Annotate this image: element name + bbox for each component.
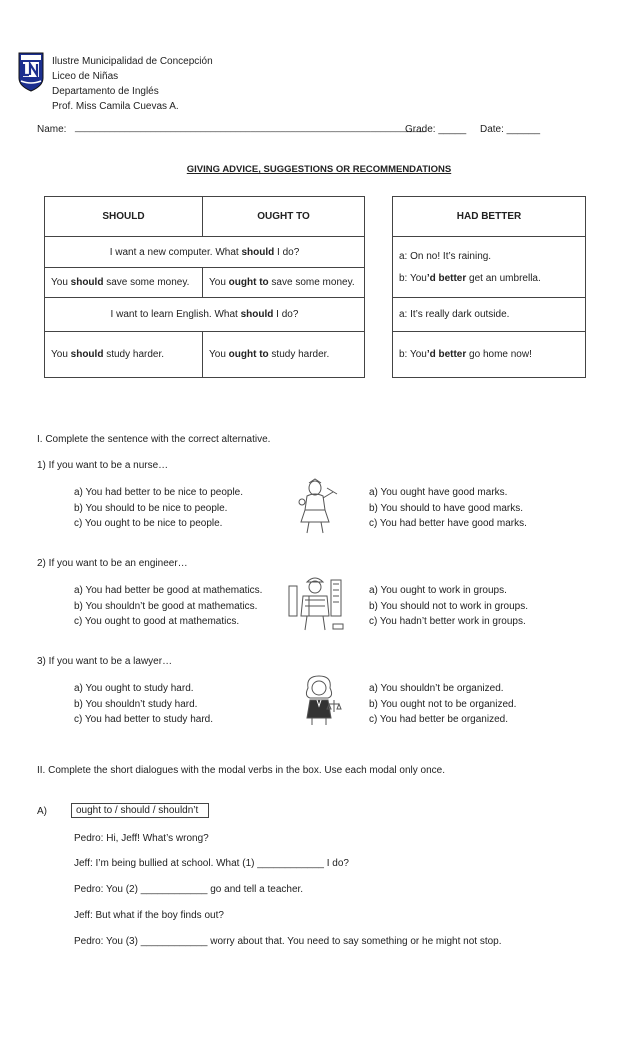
had-better-rain: a: On no! It’s raining. b: You’d better get an umbrella. xyxy=(393,237,586,298)
answer-ought-money: You ought to save some money. xyxy=(203,268,365,298)
lawyer-illustration xyxy=(298,674,344,726)
nurse-illustration xyxy=(293,478,341,534)
dialogue-line: Jeff: But what if the boy finds out? xyxy=(74,910,224,921)
had-better-dark: a: It’s really dark outside. xyxy=(393,298,586,332)
dialogue-line[interactable]: Jeff: I’m being bullied at school. What (1) ____________ I do? xyxy=(74,858,349,869)
engineer-illustration xyxy=(287,572,345,632)
header-ought-to: OUGHT TO xyxy=(203,197,365,237)
header-municipality: Ilustre Municipalidad de Concepción xyxy=(52,56,213,67)
dialogue-line: Pedro: Hi, Jeff! What’s wrong? xyxy=(74,833,209,844)
q3-option-left[interactable]: a) You ought to study hard. xyxy=(74,683,194,694)
q1-option-left[interactable]: c) You ought to be nice to people. xyxy=(74,518,223,529)
school-logo xyxy=(18,52,44,92)
answer-ought-study: You ought to study harder. xyxy=(203,332,365,378)
question-3-prompt: 3) If you want to be a lawyer… xyxy=(37,656,173,667)
grade-field[interactable]: Grade: _____ xyxy=(405,124,467,135)
question-computer: I want a new computer. What should I do? xyxy=(45,237,365,268)
modal-verbs-box: ought to / should / shouldn’t xyxy=(71,803,209,818)
q2-option-left[interactable]: c) You ought to good at mathematics. xyxy=(74,616,240,627)
q2-option-right[interactable]: b) You should not to work in groups. xyxy=(369,600,528,612)
q3-option-right[interactable]: c) You had better be organized. xyxy=(369,714,508,725)
dialogue-line[interactable]: Pedro: You (3) ____________ worry about that. You need to say something or he might not stop. xyxy=(74,936,502,947)
q2-option-right[interactable]: a) You ought to work in groups. xyxy=(369,585,507,596)
header-department: Departamento de Inglés xyxy=(52,86,159,97)
q2-option-left[interactable]: a) You had better be good at mathematics. xyxy=(74,585,263,596)
header-should: SHOULD xyxy=(45,197,203,237)
q1-option-left[interactable]: a) You had better to be nice to people. xyxy=(74,487,244,498)
q3-option-left[interactable]: b) You shouldn’t study hard. xyxy=(74,698,198,710)
section1-instruction: I. Complete the sentence with the correct alternative. xyxy=(37,434,271,445)
header-teacher: Prof. Miss Camila Cuevas A. xyxy=(52,101,179,112)
section2-instruction: II. Complete the short dialogues with the modal verbs in the box. Use each modal only once. xyxy=(37,765,446,776)
answer-should-study: You should study harder. xyxy=(45,332,203,378)
q3-option-right[interactable]: a) You shouldn’t be organized. xyxy=(369,683,504,694)
question-english: I want to learn English. What should I do? xyxy=(45,298,365,332)
q3-option-right[interactable]: b) You ought not to be organized. xyxy=(369,698,517,710)
q1-option-left[interactable]: b) You should to be nice to people. xyxy=(74,502,228,514)
dialogue-line[interactable]: Pedro: You (2) ____________ go and tell a teacher. xyxy=(74,884,304,895)
page-title: GIVING ADVICE, SUGGESTIONS OR RECOMMENDATIONS xyxy=(186,164,452,175)
q1-option-right[interactable]: a) You ought have good marks. xyxy=(369,487,508,498)
name-label: Name: xyxy=(37,124,67,135)
name-field[interactable]: ______________________________________________________________________ xyxy=(75,122,426,132)
question-1-prompt: 1) If you want to be a nurse… xyxy=(37,460,169,471)
q1-option-right[interactable]: b) You should to have good marks. xyxy=(369,502,523,514)
header-school: Liceo de Niñas xyxy=(52,71,119,82)
answer-should-money: You should save some money. xyxy=(45,268,203,298)
had-better-home: b: You’d better go home now! xyxy=(393,332,586,378)
q1-option-right[interactable]: c) You had better have good marks. xyxy=(369,518,527,529)
question-2-prompt: 2) If you want to be an engineer… xyxy=(37,558,188,569)
q2-option-right[interactable]: c) You hadn’t better work in groups. xyxy=(369,616,526,627)
header-had-better: HAD BETTER xyxy=(393,197,586,237)
date-field[interactable]: Date: ______ xyxy=(480,124,541,135)
had-better-table xyxy=(392,196,586,378)
should-ought-table xyxy=(44,196,365,378)
q3-option-left[interactable]: c) You had better to study hard. xyxy=(74,714,213,725)
q2-option-left[interactable]: b) You shouldn’t be good at mathematics. xyxy=(74,600,258,612)
part-a-label: A) xyxy=(37,806,47,817)
